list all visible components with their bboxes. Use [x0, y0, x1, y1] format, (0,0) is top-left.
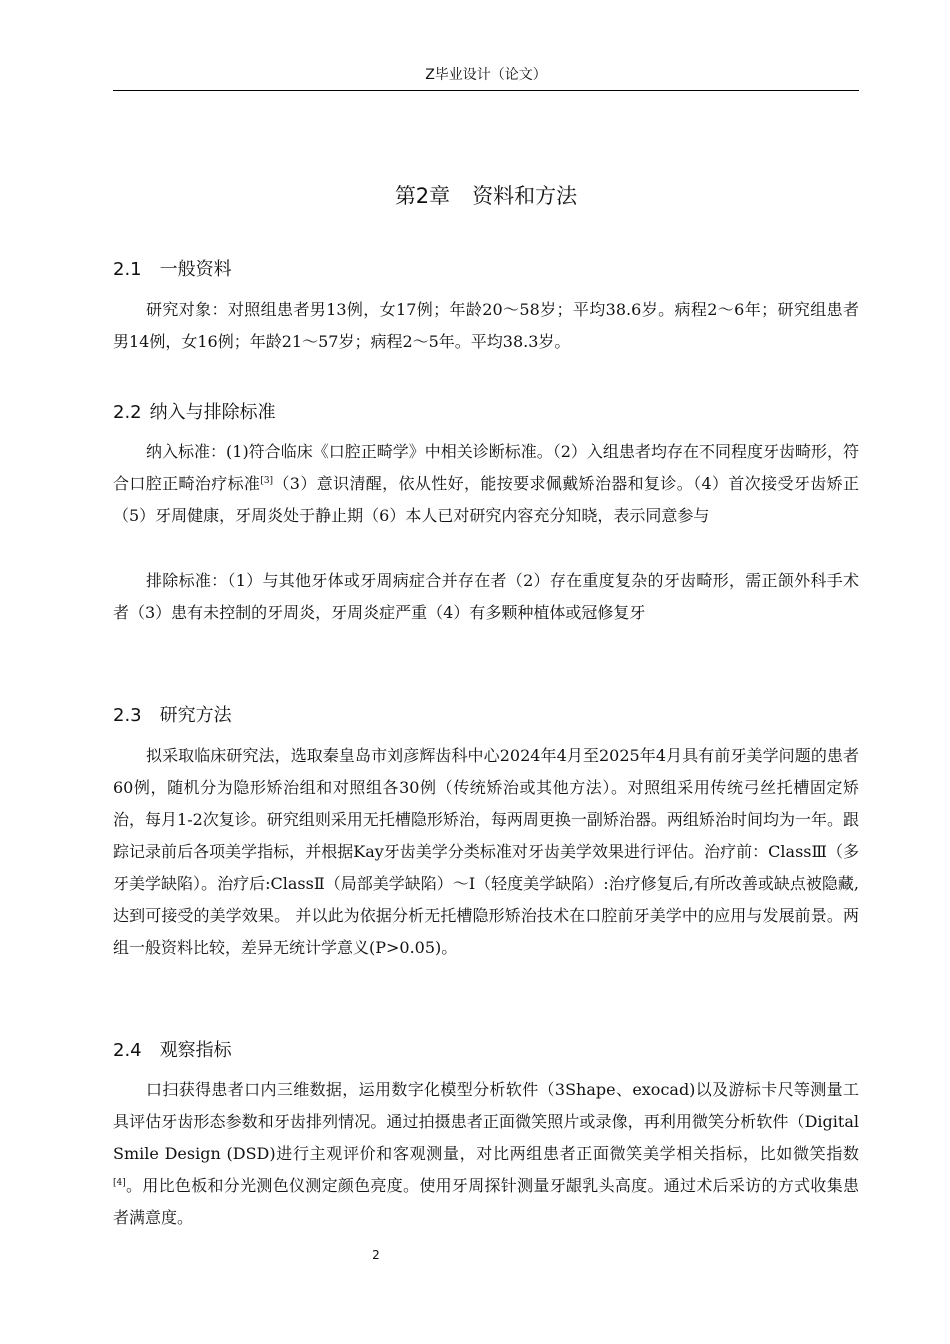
section-title: 观察指标	[159, 1040, 232, 1061]
section-title: 纳入与排除标准	[149, 402, 276, 423]
paragraph-research-method: 拟采取临床研究法，选取秦皇岛市刘彦辉齿科中心2024年4月至2025年4月具有前牙美学问题的患者60例，随机分为隐形矫治组和对照组各30例（传统矫治或其他方法）。对照组采用传统弓丝托槽固定矫治，每月1-2次复诊。研究组则采用无托槽隐形矫治，每两周更换一副矫治器。两组矫治时间均为一年。跟踪记录前后各项美学指标，并根据Kay牙齿美学分类标准对牙齿美学效果进行评估。治疗前：ClassⅢ（多牙美学缺陷）。治疗后:ClassⅡ（局部美学缺陷）～Ⅰ（轻度美学缺陷）:治疗修复后,有所改善或缺点被隐藏,达到可接受的美学效果。 并以此为依据分析无托槽隐形矫治技术在口腔前牙美学中的应用与发展前景。两组一般资料比较，差异无统计学意义(P>0.05)。	[113, 746, 859, 957]
section-title: 一般资料	[159, 259, 232, 280]
section-number: 2.3	[113, 705, 142, 726]
citation-ref: [4]	[113, 1178, 126, 1188]
section-number: 2.1	[113, 259, 142, 280]
section-number: 2.2	[113, 402, 142, 423]
citation-ref: [3]	[260, 476, 274, 486]
chapter-number: 第2章	[394, 184, 451, 208]
chapter-title	[113, 180, 859, 210]
paragraph-exclusion-criteria: 排除标准：（1）与其他牙体或牙周病症合并存在者（2）存在重度复杂的牙齿畸形，需正颌外科手术者（3）患有未控制的牙周炎，牙周炎症严重（4）有多颗种植体或冠修复牙	[113, 571, 859, 622]
page-number: 2	[372, 1248, 380, 1262]
section-number: 2.4	[113, 1040, 142, 1061]
observation-text-part1: 口扫获得患者口内三维数据，运用数字化模型分析软件（3Shape、exocad)以及游标卡尺等测量工具评估牙齿形态参数和牙齿排列情况。通过拍摄患者正面微笑照片或录像，再利用微笑分析软件（Digital Smile Design (DSD)进行主观评价和客观测量，对比两组患者正面微笑美学相关指标，比如微笑指数	[113, 1080, 859, 1163]
running-header: Z毕业设计（论文）	[425, 67, 547, 83]
paragraph-observation-indicators	[113, 1074, 859, 1234]
paragraph-inclusion-criteria	[113, 436, 859, 532]
section-title: 研究方法	[159, 705, 232, 726]
inclusion-text-part2: （3）意识清醒，依从性好，能按要求佩戴矫治器和复诊。（4）首次接受牙齿矫正（5）牙周健康，牙周炎处于静止期（6）本人已对研究内容充分知晓，表示同意参与	[113, 474, 859, 525]
section-heading-2-2	[113, 398, 859, 424]
section-heading-2-1	[113, 255, 859, 281]
section-heading-2-3	[113, 701, 859, 727]
observation-text-part2: 。用比色板和分光测色仪测定颜色亮度。使用牙周探针测量牙龈乳头高度。通过术后采访的方式收集患者满意度。	[113, 1176, 859, 1227]
chapter-name: 资料和方法	[472, 184, 578, 208]
paragraph-general-info: 研究对象：对照组患者男13例，女17例；年龄20～58岁；平均38.6岁。病程2～6年；研究组患者男14例，女16例；年龄21～57岁；病程2～5年。平均38.3岁。	[113, 300, 859, 351]
section-heading-2-4	[113, 1036, 859, 1062]
inclusion-text-part1: 纳入标准：(1)符合临床《口腔正畸学》中相关诊断标准。（2）入组患者均存在不同程度牙齿畸形，符合口腔正畸治疗标准	[113, 442, 859, 493]
header-rule	[113, 90, 859, 91]
